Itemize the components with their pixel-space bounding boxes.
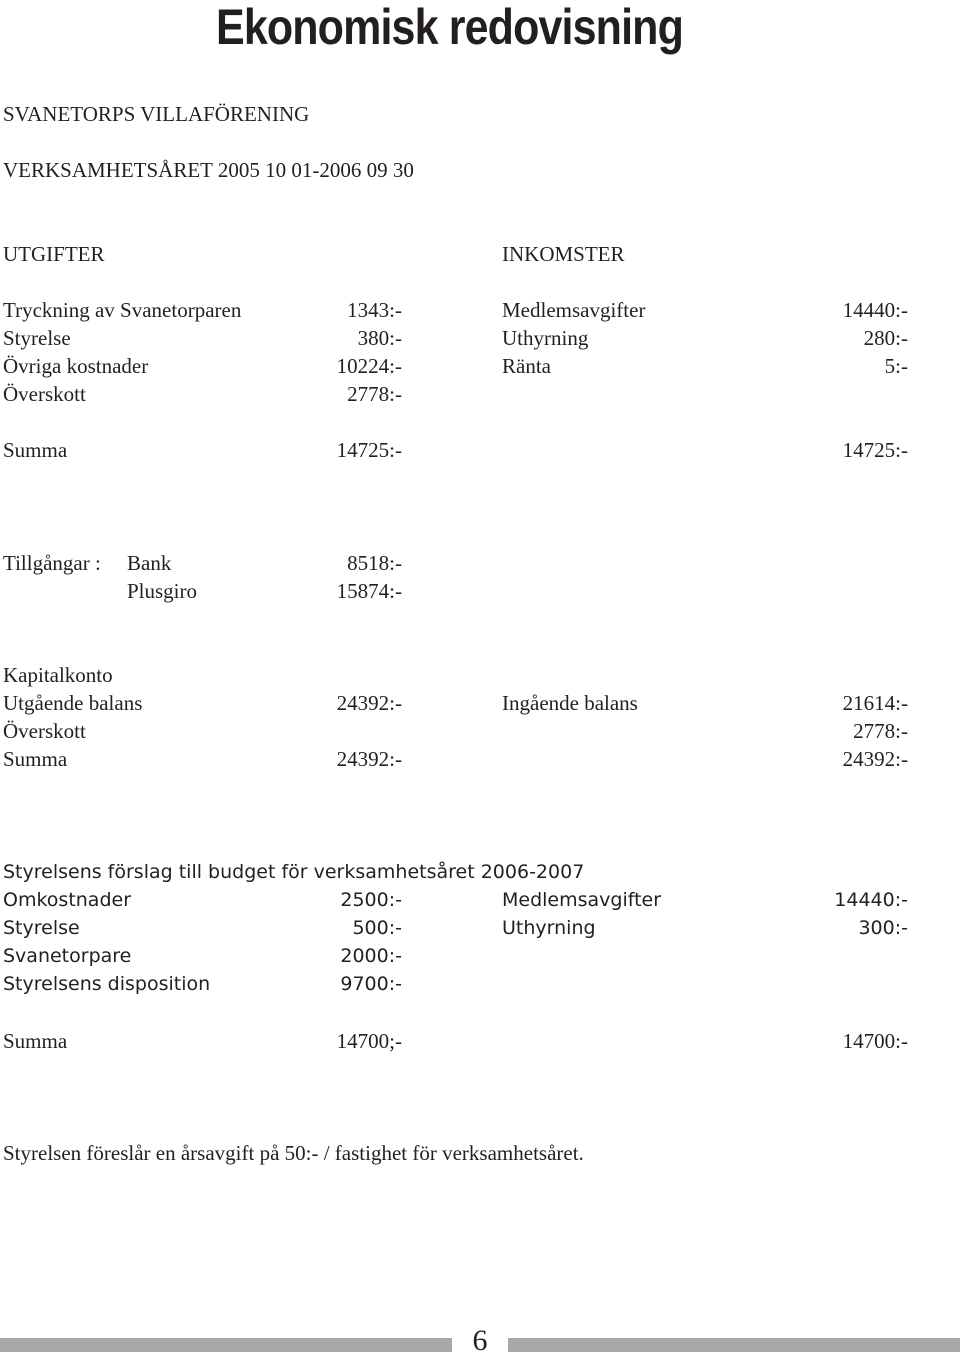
surplus-label: Överskott [3,719,86,743]
surplus-value: 2778:- [853,719,908,743]
page-number: 6 [472,1324,488,1357]
income-sum-value: 14725:- [842,438,908,462]
budget-sum-right: 14700:- [842,1029,908,1053]
asset-value: 8518:- [347,551,402,575]
capital-sum-right: 24392:- [842,747,908,771]
income-label: Ränta [502,354,551,378]
expense-label: Tryckning av Svanetorparen [3,298,242,322]
expenses-heading: UTGIFTER [3,242,105,266]
expense-value: 2778:- [347,382,402,406]
association-name: SVANETORPS VILLAFÖRENING [3,102,310,126]
capital-sum-left: 24392:- [336,747,402,771]
budget-cost-value: 2000:- [340,945,402,967]
expenses-sum-label: Summa [3,438,68,462]
budget-cost-label: Styrelse [3,917,80,939]
outgoing-balance-label: Utgående balans [3,691,143,715]
asset-value: 15874:- [336,579,402,603]
capital-sum-label: Summa [3,747,68,771]
budget-revenue-label: Medlemsavgifter [502,889,662,911]
fee-proposal: Styrelsen föreslår en årsavgift på 50:- / fastighet för verksamhetsåret. [3,1141,584,1165]
assets-label: Tillgångar : [3,551,101,575]
income-value: 5:- [884,354,908,378]
income-label: Uthyrning [502,326,589,350]
expenses-sum-value: 14725:- [336,438,402,462]
income-heading: INKOMSTER [502,242,625,266]
capital-heading: Kapitalkonto [3,663,113,687]
incoming-balance-label: Ingående balans [502,691,638,715]
page-title: Ekonomisk redovisning [216,0,683,55]
budget-heading: Styrelsens förslag till budget för verksamhetsåret 2006-2007 [3,861,585,883]
budget-revenue-value: 14440:- [834,889,908,911]
footer-bar-left [0,1338,452,1352]
expense-label: Överskott [3,382,86,406]
budget-cost-label: Styrelsens disposition [3,973,211,995]
budget-cost-label: Svanetorpare [3,945,132,967]
budget-revenue-value: 300:- [858,917,908,939]
expense-value: 10224:- [336,354,402,378]
asset-label: Plusgiro [127,579,198,603]
asset-label: Bank [127,551,172,575]
income-label: Medlemsavgifter [502,298,646,322]
income-value: 280:- [863,326,908,350]
outgoing-balance-value: 24392:- [336,691,402,715]
expense-value: 380:- [357,326,402,350]
budget-cost-value: 500:- [352,917,402,939]
budget-revenue-label: Uthyrning [502,917,596,939]
fiscal-period: VERKSAMHETSÅRET 2005 10 01-2006 09 30 [3,158,414,182]
footer-bar-right [508,1338,960,1352]
budget-cost-value: 2500:- [340,889,402,911]
expense-value: 1343:- [347,298,402,322]
budget-sum-label: Summa [3,1029,68,1053]
incoming-balance-value: 21614:- [842,691,908,715]
budget-cost-value: 9700:- [340,973,402,995]
expense-label: Övriga kostnader [3,354,149,378]
budget-sum-left: 14700;- [336,1029,402,1053]
expense-label: Styrelse [3,326,71,350]
income-value: 14440:- [842,298,908,322]
budget-cost-label: Omkostnader [3,889,132,911]
